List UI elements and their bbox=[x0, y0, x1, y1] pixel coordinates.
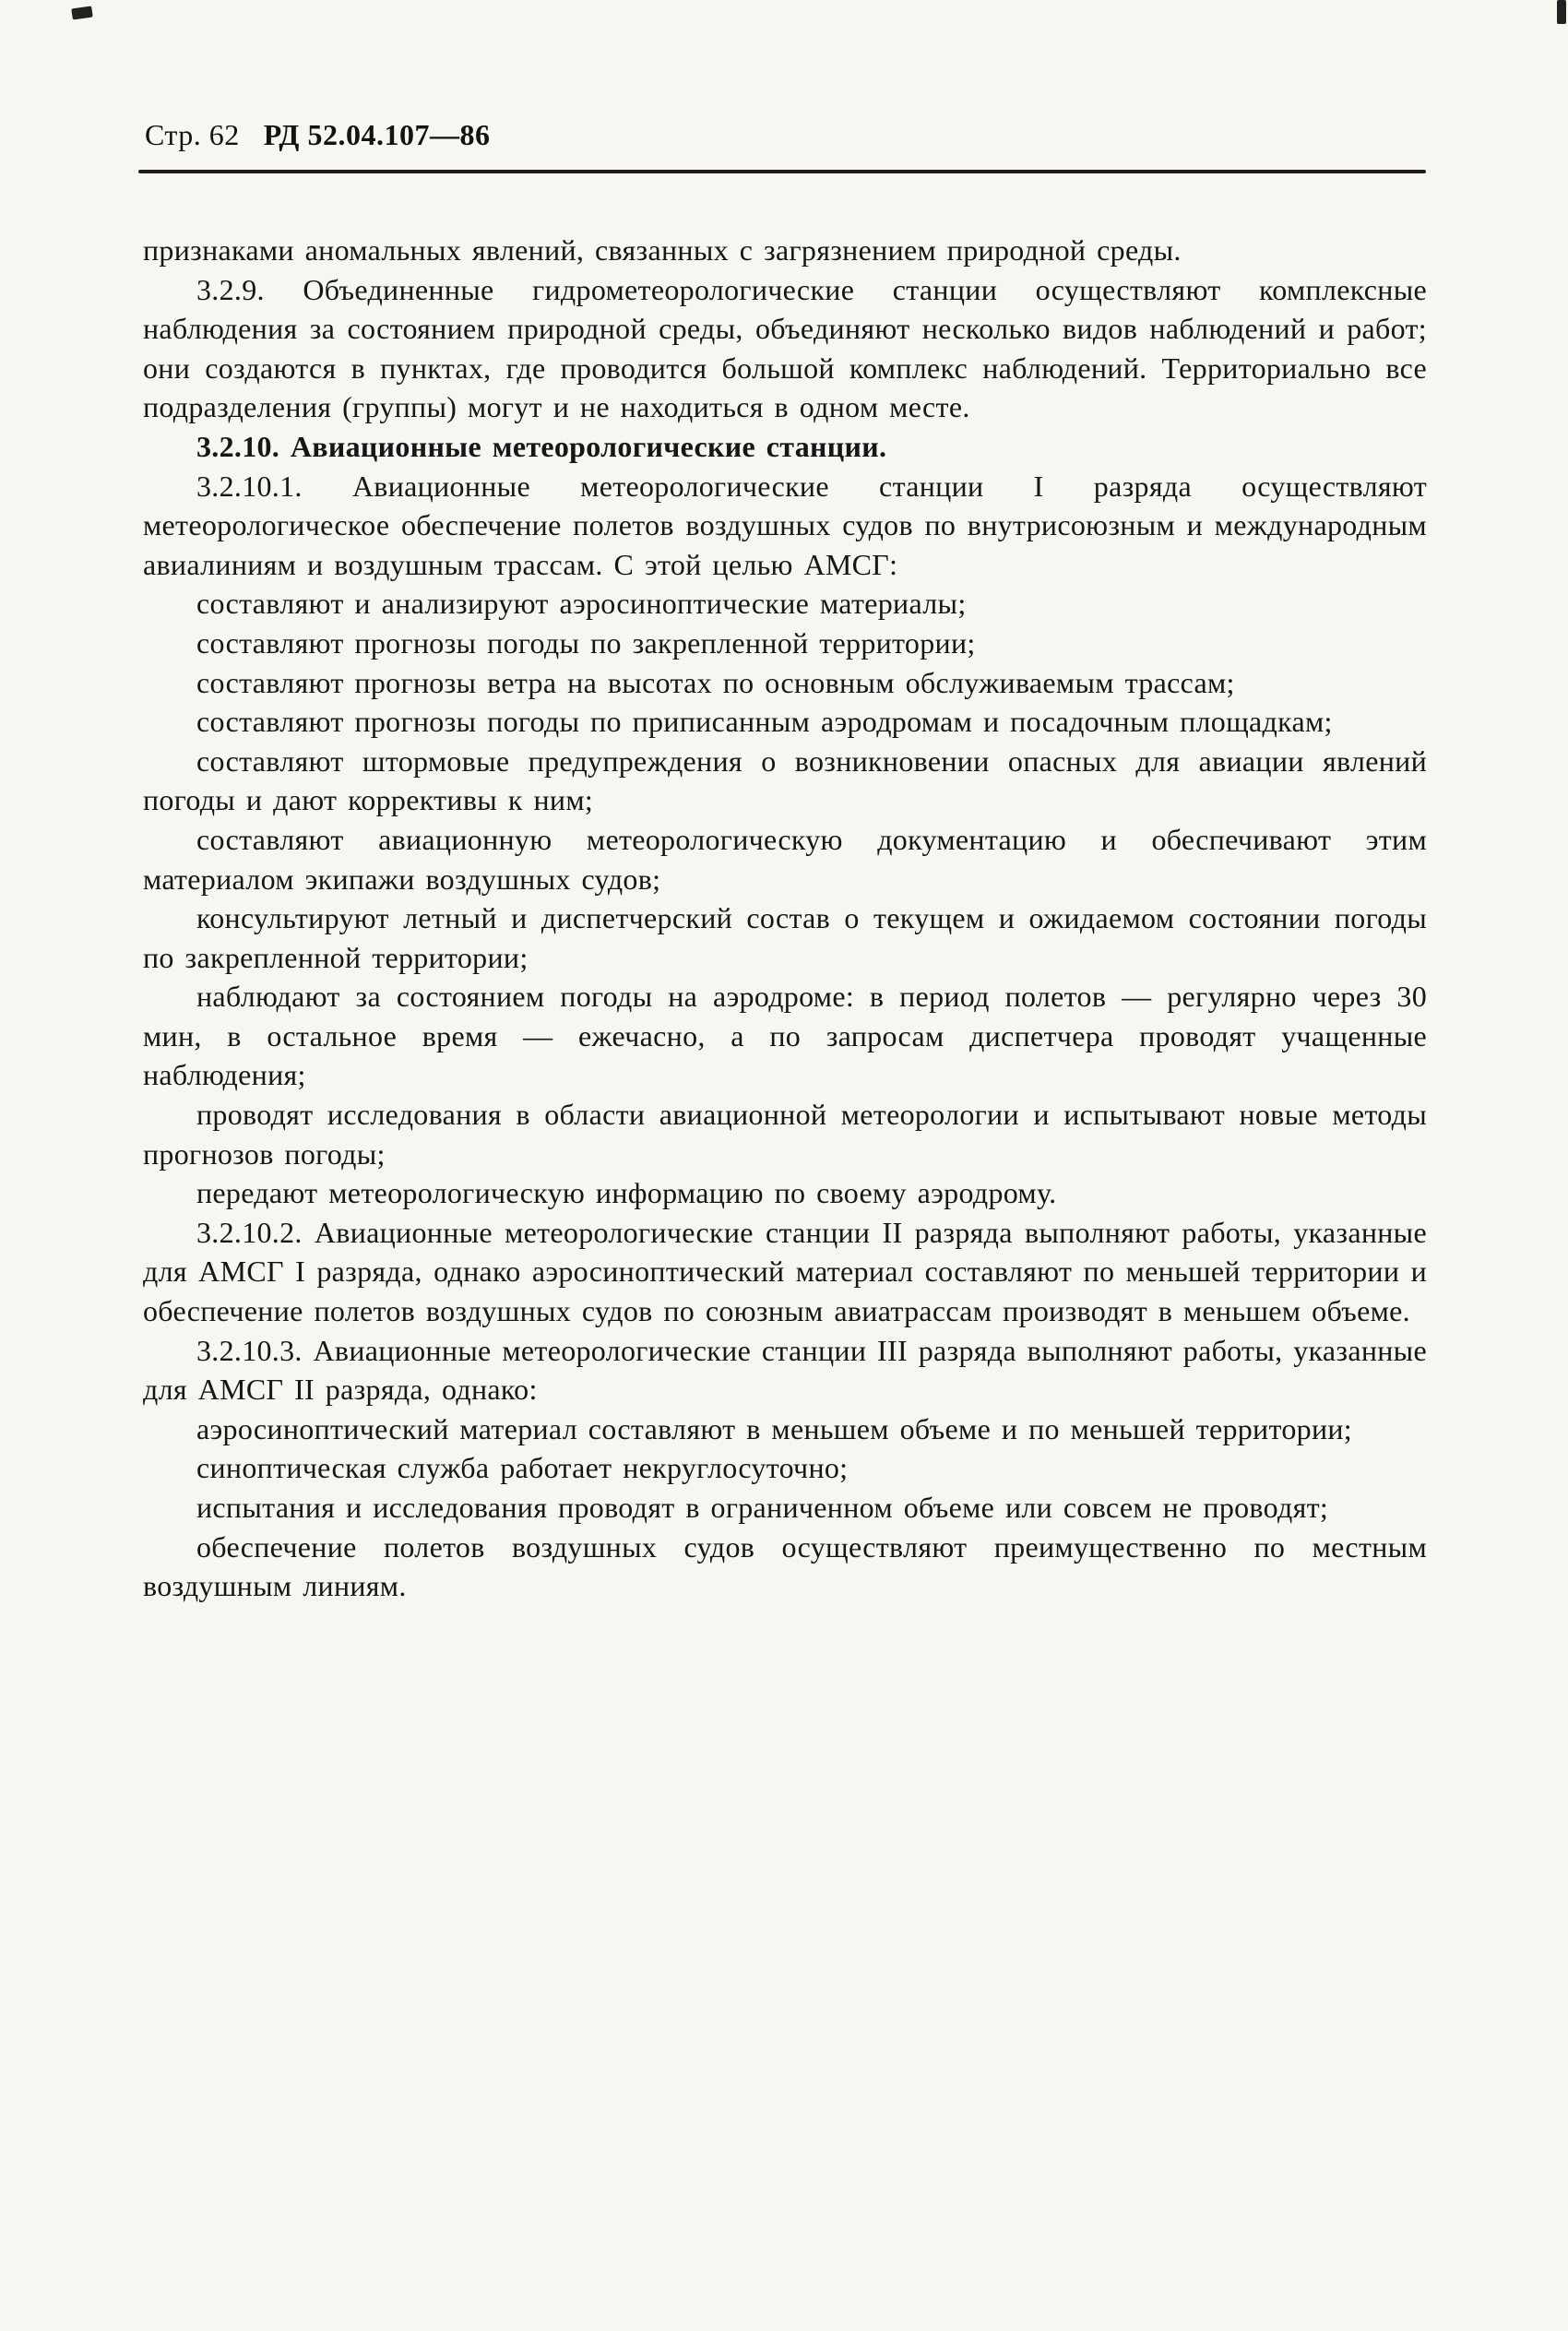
paragraph-continuation: признаками аномальных явлений, связанных с загрязнением природной среды. bbox=[143, 233, 1182, 267]
scan-artifact bbox=[71, 6, 92, 20]
list-item-consulting: консультируют летный и диспетчерский состав о текущем и ожидаемом состоянии погоды по закрепленной территории; bbox=[143, 901, 1427, 974]
scan-artifact bbox=[1557, 0, 1566, 24]
list-item-limited-tests: испытания и исследования проводят в ограниченном объеме или совсем не проводят; bbox=[196, 1491, 1329, 1524]
list-item-local-airlines: обеспечение полетов воздушных судов осуществляют преимущественно по местным воздушным линиям. bbox=[143, 1529, 1427, 1603]
page-number-label: Стр. 62 bbox=[145, 118, 240, 151]
list-item-transmit-info: передают метеорологическую информацию по своему аэродрому. bbox=[196, 1176, 1057, 1210]
list-item-storm-warnings: составляют штормовые предупреждения о возникновении опасных для авиации явлений погоды и дают коррективы к ним; bbox=[143, 743, 1427, 817]
paragraph-3-2-10-1: 3.2.10.1. Авиационные метеорологические станции I разряда осуществляют метеорологическое обеспечение полетов воздушных судов по внутрисоюзным и международным авиалиниям и воздушным трассам. С этой целью АМСГ: bbox=[143, 469, 1427, 581]
paragraph-3-2-9: 3.2.9. Объединенные гидрометеорологические станции осуществляют комплексные наблюдения за состоянием природной среды, объединяют несколько видов наблюдений и работ; они создаются в пунктах, где проводится большой комплекс наблюдений. Территориально все подразделения (группы) могут и не находиться в одном месте. bbox=[143, 272, 1427, 424]
page-header bbox=[145, 118, 490, 152]
list-item-observations: наблюдают за состоянием погоды на аэродроме: в период полетов — регулярно через 30 мин, в остальное время — ежечасно, а по запросам диспетчера проводят учащенные наблюдения; bbox=[143, 980, 1427, 1092]
list-item-smaller-volume: аэросиноптический материал составляют в меньшем объеме и по меньшей территории; bbox=[196, 1411, 1352, 1445]
list-item-aerodrome-forecast: составляют прогнозы погоды по приписанным аэродромам и посадочным площадкам; bbox=[196, 705, 1333, 739]
header-rule bbox=[138, 170, 1426, 173]
list-item-forecast-territory: составляют прогнозы погоды по закрепленной территории; bbox=[196, 625, 976, 660]
paragraph-3-2-10-3: 3.2.10.3. Авиационные метеорологические станции III разряда выполняют работы, указанные для АМСГ II разряда, однако: bbox=[143, 1333, 1427, 1407]
list-item-synoptic-service: синоптическая служба работает некруглосуточно; bbox=[196, 1451, 849, 1485]
list-item-research: проводят исследования в области авиационной метеорологии и испытывают новые методы прогнозов погоды; bbox=[143, 1098, 1427, 1171]
list-item-documentation: составляют авиационную метеорологическую документацию и обеспечивают этим материалом экипажи воздушных судов; bbox=[143, 822, 1427, 896]
document-body bbox=[143, 231, 1427, 1606]
heading-3-2-10: 3.2.10. Авиационные метеорологические станции. bbox=[196, 429, 887, 463]
list-item-aerosynoptic: составляют и анализируют аэросиноптические материалы; bbox=[196, 587, 967, 621]
list-item-wind-forecast: составляют прогнозы ветра на высотах по основным обслуживаемым трассам; bbox=[196, 665, 1235, 699]
document-number: РД 52.04.107—86 bbox=[263, 118, 491, 151]
paragraph-3-2-10-2: 3.2.10.2. Авиационные метеорологические станции II разряда выполняют работы, указанные для АМСГ I разряда, однако аэросиноптический материал составляют по меньшей территории и обеспечение полетов воздушных судов по союзным авиатрассам производят в меньшем объеме. bbox=[143, 1215, 1427, 1328]
